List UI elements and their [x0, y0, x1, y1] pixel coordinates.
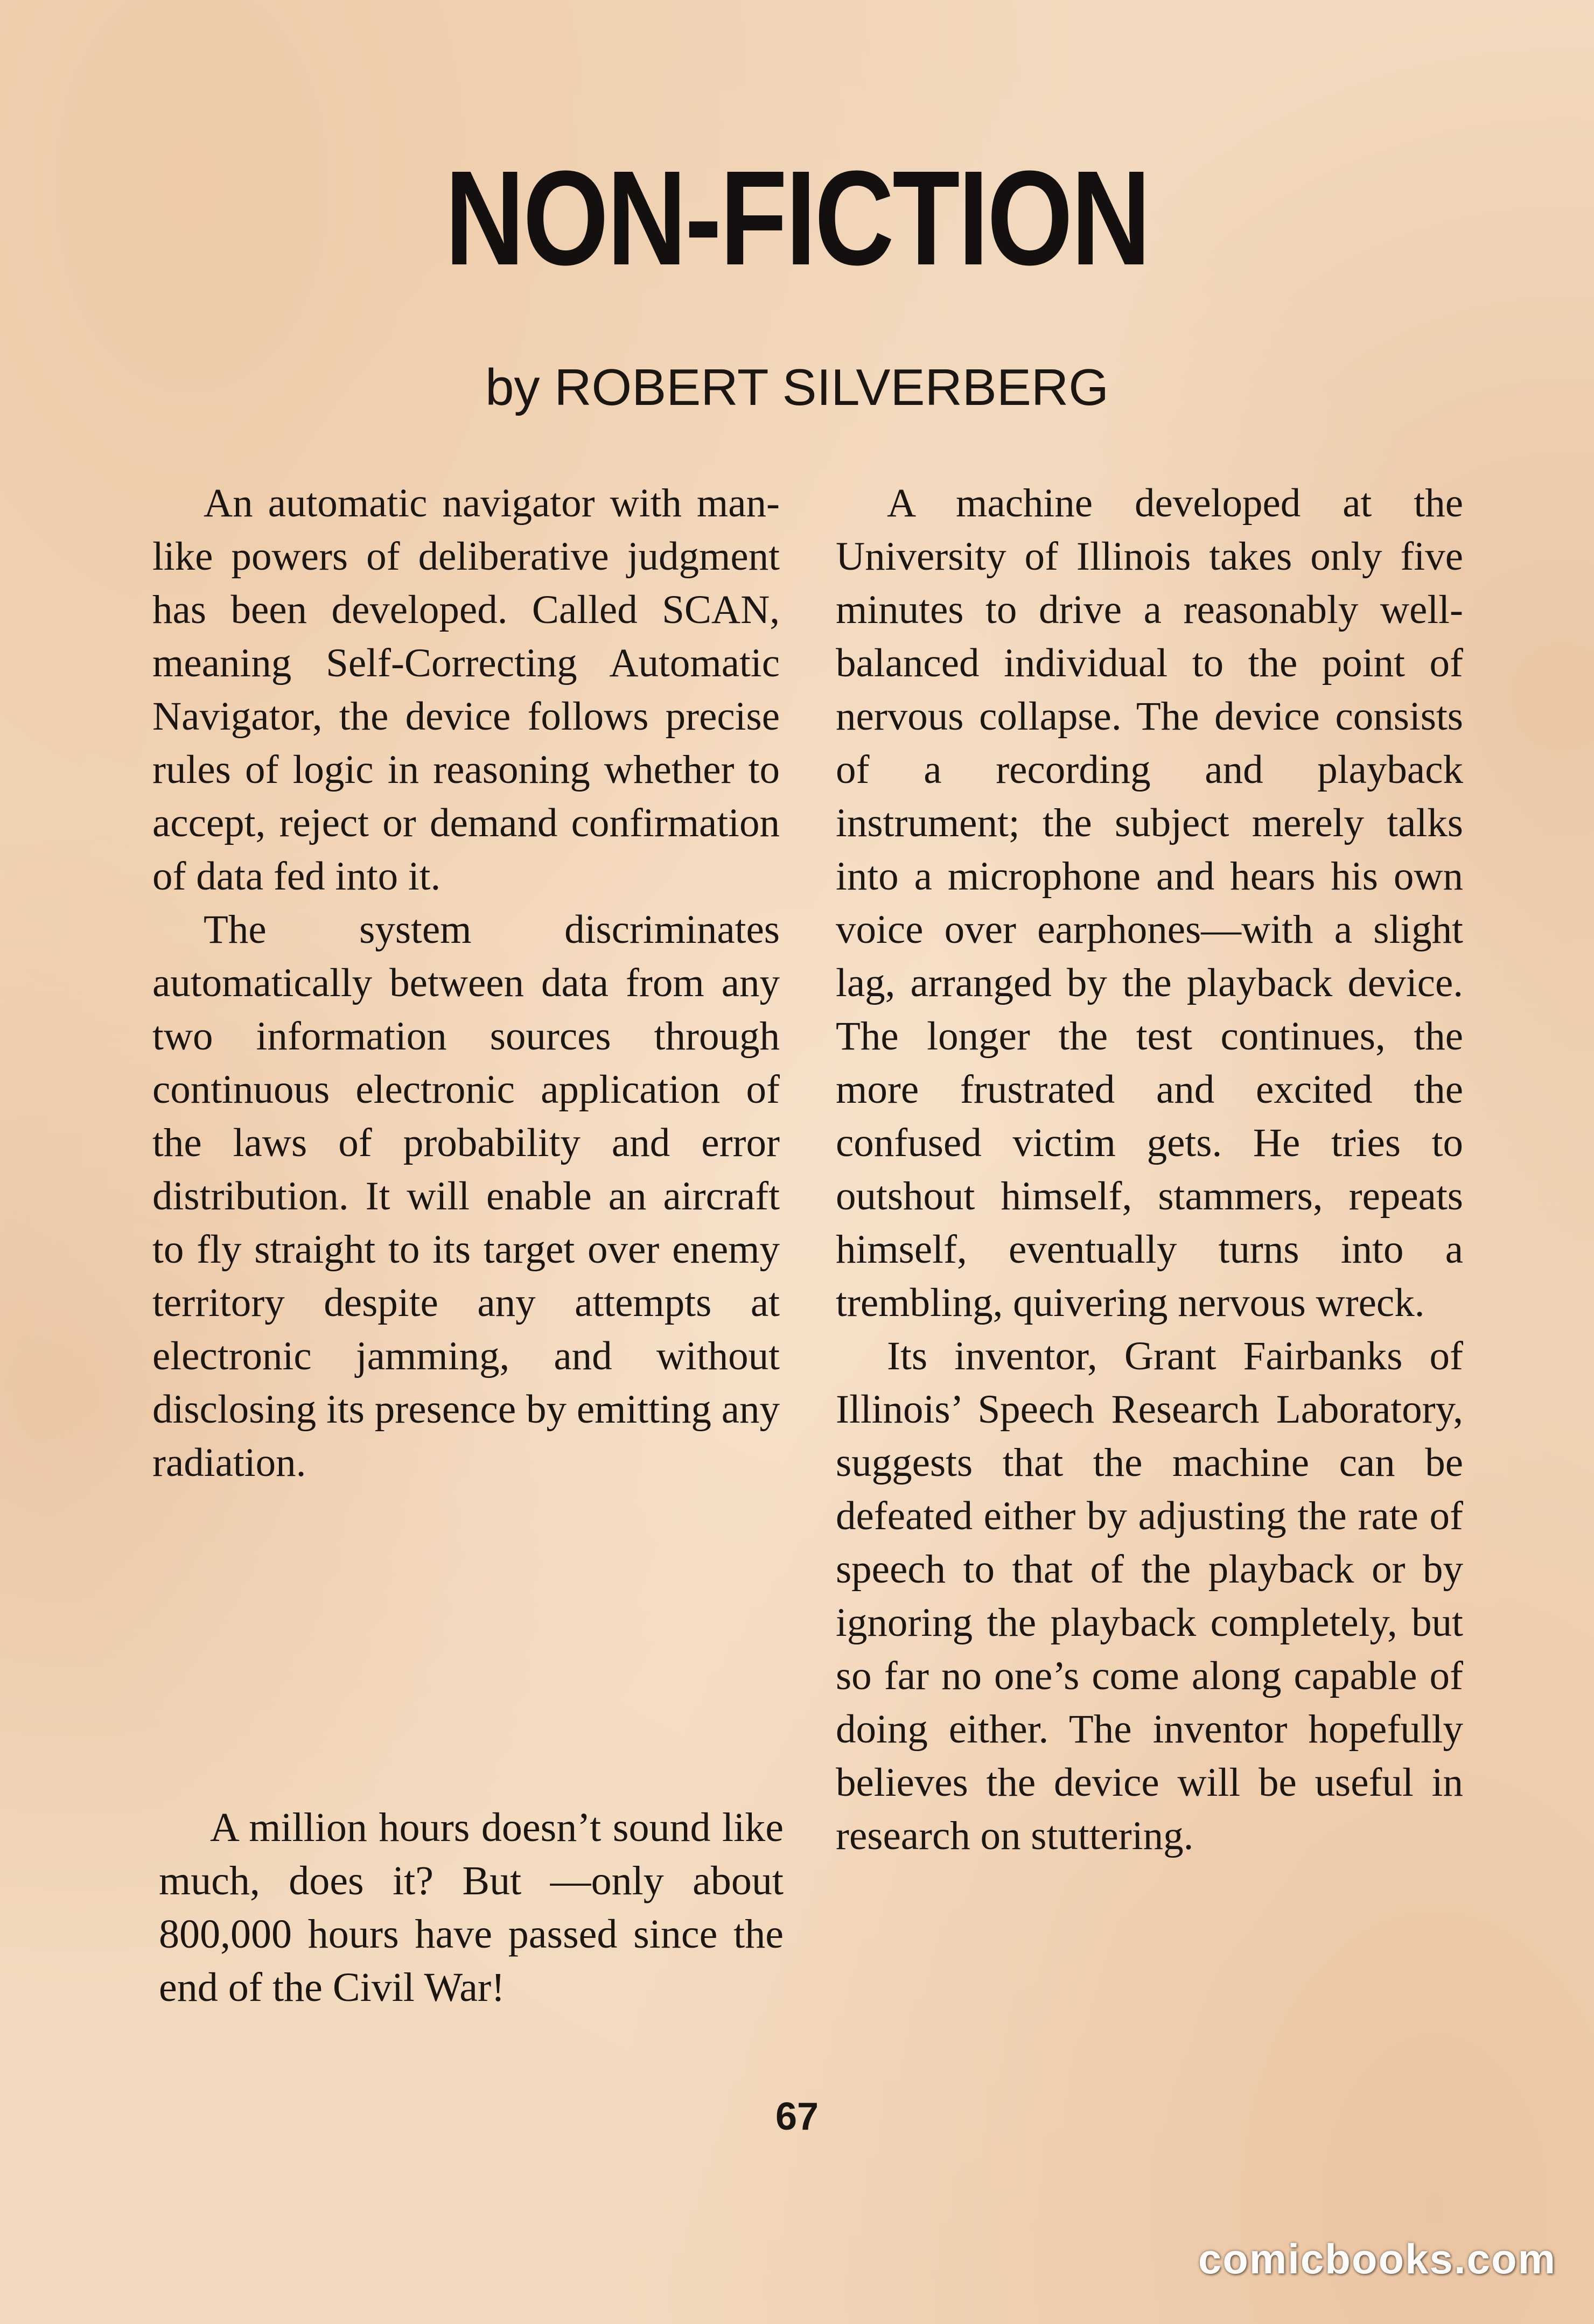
left-column — [152, 477, 780, 1489]
article-paragraph-scan-2: The system discriminates automatically between data from any two information sources through continuous electronic application of the laws of probability and error distribution. It will enable an aircraft to fly straight to its target over enemy territory despite any attempts at electronic jamming, and without disclosing its presence by emitting any radiation. — [152, 907, 780, 1485]
right-column — [836, 477, 1463, 1863]
author-byline: by ROBERT SILVERBERG — [485, 359, 1109, 416]
article-paragraph-scan-1: An automatic navigator with man-like powers of deliberative judgment has been developed. Called SCAN, meaning Self-Correcting Automatic Navigator, the device follows precise rules of logic in reasoning whether to accept, reject or demand confirmation of data fed into it. — [152, 481, 780, 899]
page-number: 67 — [775, 2095, 819, 2138]
article-paragraph-machine-1: A machine developed at the University of Illinois takes only five minutes to drive a reasonably well-balanced individual to the point of nervous collapse. The device consists of a recording and playback instrument; the subject merely talks into a microphone and hears his own voice over earphones—with a slight lag, arranged by the playback device. The longer the test continues, the more frustrated and excited the confused victim gets. He tries to outshout himself, stammers, repeats himself, eventually turns into a trembling, quivering nervous wreck. — [836, 481, 1463, 1325]
filler-item-million-hours: A million hours doesn’t sound like much, does it? But —only about 800,000 hours have passed since the end of the Civil War! — [159, 1805, 784, 2010]
page-title: NON-FICTION — [445, 143, 1149, 293]
article-paragraph-machine-2: Its inventor, Grant Fairbanks of Illinois’ Speech Research Laboratory, suggests that the machine can be defeated either by adjusting the rate of speech to that of the playback or by ignoring the playback completely, but so far no one’s come along capable of doing either. The inventor hopefully believes the device will be useful in research on stuttering. — [836, 1334, 1463, 1858]
watermark: comicbooks.com — [1198, 2235, 1556, 2283]
